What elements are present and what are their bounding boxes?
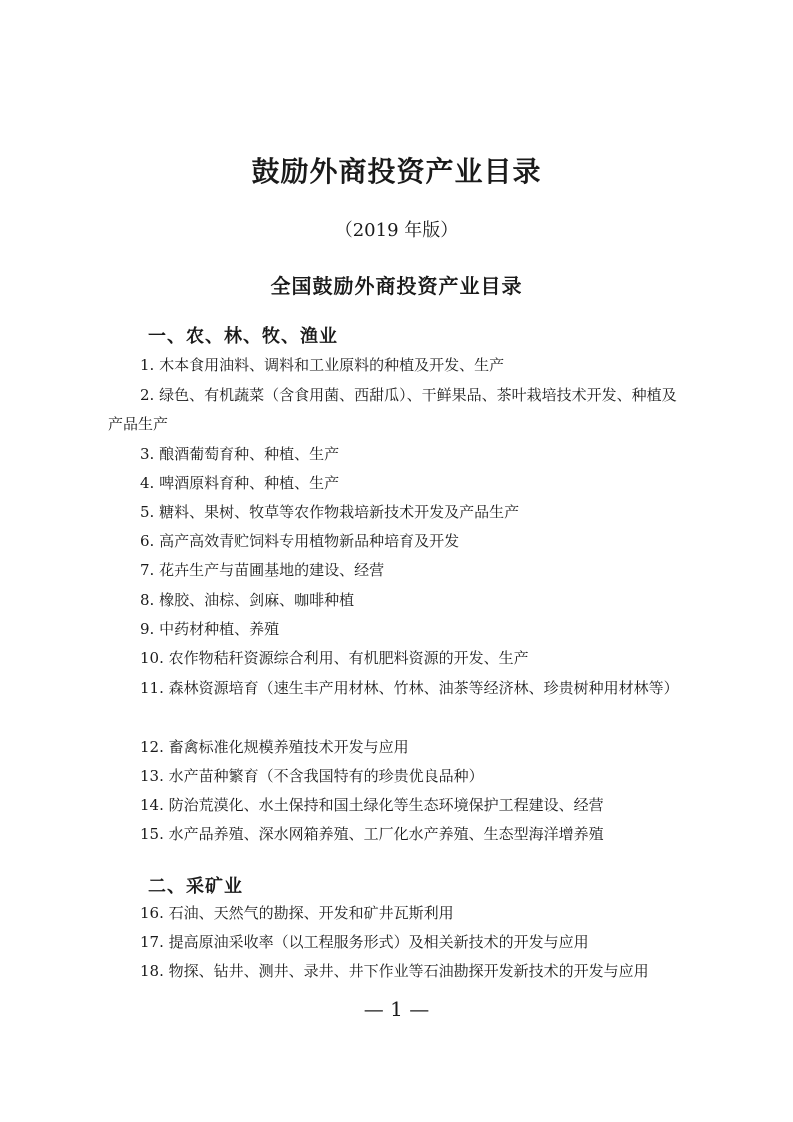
page-subtitle: 全国鼓励外商投资产业目录 [270,274,523,298]
list-item: 16. 石油、天然气的勘探、开发和矿井瓦斯利用 [140,904,454,922]
list-item: 2. 绿色、有机蔬菜（含食用菌、西甜瓜）、干鲜果品、茶叶栽培技术开发、种植及产品生产 [108,386,677,433]
list-item: 14. 防治荒漠化、水土保持和国土绿化等生态环境保护工程建设、经营 [140,796,604,814]
list-item: 5. 糖料、果树、牧草等农作物栽培新技术开发及产品生产 [140,503,520,521]
list-item: 7. 花卉生产与苗圃基地的建设、经营 [140,561,385,579]
section-heading-agriculture: 一、农、林、牧、渔业 [148,326,338,347]
list-item: 8. 橡胶、油棕、剑麻、咖啡种植 [140,591,355,609]
list-item: 12. 畜禽标准化规模养殖技术开发与应用 [140,738,409,756]
page-title: 鼓励外商投资产业目录 [251,155,542,188]
page-number: — 1 — [363,997,430,1021]
list-item: 17. 提高原油采收率（以工程服务形式）及相关新技术的开发与应用 [140,933,589,951]
section-heading-mining: 二、采矿业 [148,876,243,897]
list-item: 9. 中药材种植、养殖 [140,620,280,638]
edition-label: （2019 年版） [334,220,459,241]
list-item: 11. 森林资源培育（速生丰产用材林、竹林、油茶等经济林、珍贵树种用材林等） [140,679,679,697]
list-item: 10. 农作物秸秆资源综合利用、有机肥料资源的开发、生产 [140,649,529,667]
list-item: 18. 物探、钻井、测井、录井、井下作业等石油勘探开发新技术的开发与应用 [140,962,649,980]
list-item: 3. 酿酒葡萄育种、种植、生产 [140,445,340,463]
list-item: 1. 木本食用油料、调料和工业原料的种植及开发、生产 [140,356,505,374]
list-item: 6. 高产高效青贮饲料专用植物新品种培育及开发 [140,532,460,550]
list-item: 13. 水产苗种繁育（不含我国特有的珍贵优良品种） [140,767,484,785]
list-item: 4. 啤酒原料育种、种植、生产 [140,474,340,492]
list-item: 15. 水产品养殖、深水网箱养殖、工厂化水产养殖、生态型海洋增养殖 [140,825,604,843]
